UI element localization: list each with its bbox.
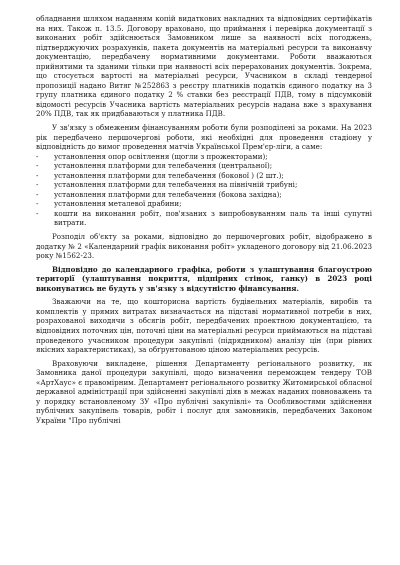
- paragraph-conclusion: Враховуючи викладене, рішення Департаменту регіонального розвитку, як Замовника даної процедури закупівлі, щодо визначення переможцем тендеру ТОВ «АртХаус» є правомірним. Департамент регіонального розвитку Житомирської обласної державної адміністрації при здійсненні закупівлі діяв в межах наданих повноважень та у порядку встановленому ЗУ «Про публічні закупівлі» та Особливостями здійснення публічних закупівель товарів, робіт і послуг для замовників, передбачених Законом України "Про публічні: [36, 358, 372, 425]
- paragraph-equipment-docs: обладнання шляхом наданням копій видаткових накладних та відповідних сертифікатів на них. Також п. 13.5. Договору враховано, що приймання і перевірка документації з виконаних робіт здійснюється Замовником лише за наявності всіх погоджень, підтверджуючих розрахунків, пакета документів на матеріальні ресурси та виконавчу документацію, передбачену нормативними документами. Роботи вважаються прийнятими та зданими тільки при наявності всіх перерахованих документів. Зокрема, що стосується вартості на матеріальні ресурси, Учасником в складі тендерної пропозиції надано Витяг №252863 з реєстру платників податків єдиного податку на 3 групу платника єдиного податку 2 % ставки без реєстрації ПДВ, тому в підсумковій відомості ресурсів Учасника вартість матеріальних ресурсів надана вже з врахування 20% ПДВ, так як придбаваються у платника ПДВ.: [36, 14, 372, 119]
- list-item: - установлення платформи для телебачення на північній трибуні;: [36, 180, 372, 190]
- list-item: - установлення платформи для телебачення (бокової ) (2 шт.);: [36, 171, 372, 181]
- list-item: - установлення платформи для телебачення (центральної);: [36, 161, 372, 171]
- paragraph-funding-distribution: У зв'язку з обмеженим фінансуванням роботи були розподілені за роками. На 2023 рік передбачено першочергові роботи, які необхідні для проведення стадіону у відповідність до вимог проведення матчів Української Прем'єр-ліги, а саме:: [36, 123, 372, 152]
- list-item: - установлення металевої драбини;: [36, 199, 372, 209]
- list-item: - установлення платформи для телебачення (бокова західна);: [36, 190, 372, 200]
- paragraph-material-costs: Зважаючи на те, що кошторисна вартість будівельних матеріалів, виробів та комплектів у прямих витратах визначається на підставі нормативної потреби в них, розрахованої виходячи з обсягів робіт, передбачених проектною документацією, та відповідних поточних цін, поточні ціни на матеріальні ресурси приймаються на підставі проведеного учасником процедури закупівлі (підрядником) аналізу цін (при рівних якісних характеристиках), за обґрунтованою ціною матеріальних ресурсів.: [36, 297, 372, 355]
- list-item: - кошти на виконання робіт, пов'язаних з випробовуванням паль та інші супутні витрати.: [36, 209, 372, 228]
- paragraph-landscaping-bold: Відповідно до календарного графіка, роботи з улаштування благоустрою території (улаштування покриття, підпірних стінок, ганку) в 2023 році виконуватись не будуть у зв'язку з відсутністю фінансування.: [36, 264, 372, 293]
- list-item: - установлення опор освітлення (щогли з прожекторами);: [36, 152, 372, 162]
- paragraph-schedule-reference: Розподіл об'єкту за роками, відповідно до першочергових робіт, відображено в додатку № 2 «Календарний графік виконання робіт» укладеного договору від 21.06.2023 року №1562-23.: [36, 232, 372, 261]
- priority-works-list: [36, 152, 372, 228]
